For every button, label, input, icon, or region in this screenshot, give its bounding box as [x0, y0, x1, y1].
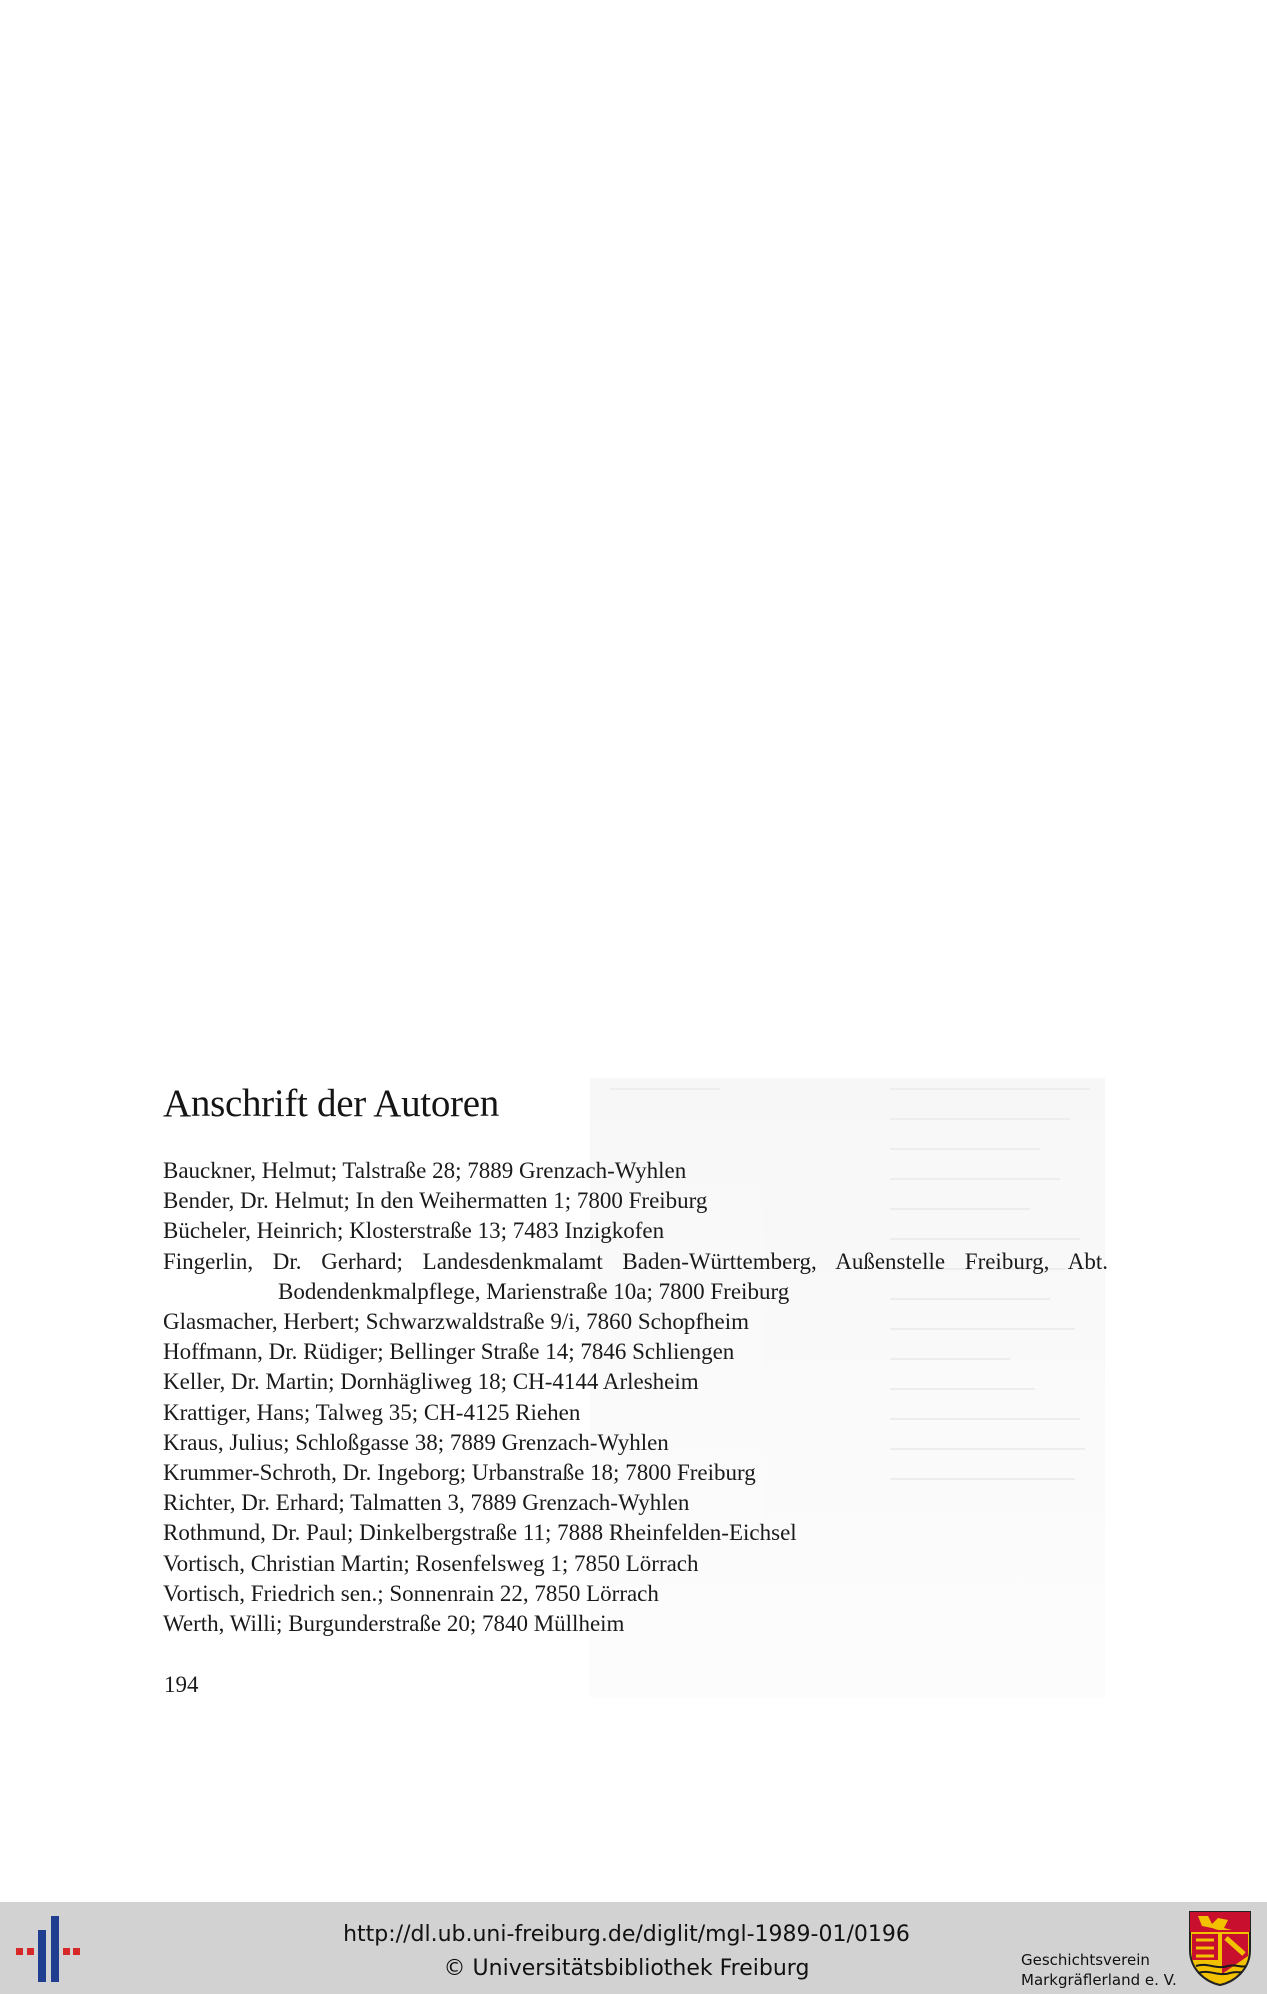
list-item: Bauckner, Helmut; Talstraße 28; 7889 Grenzach-Wyhlen [163, 1158, 687, 1183]
coat-of-arms-icon[interactable] [1188, 1910, 1252, 1986]
list-item: Krummer-Schroth, Dr. Ingeborg; Urbanstraße 18; 7800 Freiburg [163, 1460, 756, 1486]
society-name-line: Geschichtsverein [1021, 1951, 1150, 1969]
list-item: Hoffmann, Dr. Rüdiger; Bellinger Straße 14; 7846 Schliengen [163, 1339, 735, 1365]
society-name-line: Markgräflerland e. V. [1021, 1971, 1177, 1989]
list-item: Glasmacher, Herbert; Schwarzwaldstraße 9/i, 7860 Schopfheim [163, 1309, 750, 1335]
document-url-link[interactable]: http://dl.ub.uni-freiburg.de/diglit/mgl-1989-01/0196 [343, 1922, 910, 1947]
list-item: Keller, Dr. Martin; Dornhägliweg 18; CH-4144 Arlesheim [163, 1369, 699, 1395]
list-item: Richter, Dr. Erhard; Talmatten 3, 7889 Grenzach-Wyhlen [163, 1490, 690, 1516]
list-item: Fingerlin, Dr. Gerhard; Landesdenkmalamt Baden-Württemberg, Außenstelle Freiburg, Abt. Bodendenkmalpflege, Marienstraße 10a; 7800 Freiburg [163, 1248, 1108, 1304]
list-item: Krattiger, Hans; Talweg 35; CH-4125 Riehen [163, 1399, 581, 1425]
page-number: 194 [164, 1672, 199, 1697]
list-item: Vortisch, Christian Martin; Rosenfelsweg 1; 7850 Lörrach [163, 1550, 699, 1576]
list-item: Bender, Dr. Helmut; In den Weihermatten 1; 7800 Freiburg [163, 1188, 708, 1214]
author-address-list [163, 1156, 1108, 1639]
list-item: Rothmund, Dr. Paul; Dinkelbergstraße 11; 7888 Rheinfelden-Eichsel [163, 1520, 797, 1546]
list-item: Werth, Willi; Burgunderstraße 20; 7840 Müllheim [163, 1611, 625, 1637]
list-item: Bücheler, Heinrich; Klosterstraße 13; 7483 Inzigkofen [163, 1218, 665, 1244]
copyright-notice: © Universitätsbibliothek Freiburg [443, 1956, 810, 1981]
society-name [1021, 1950, 1177, 1990]
list-item: Kraus, Julius; Schloßgasse 38; 7889 Grenzach-Wyhlen [163, 1429, 669, 1455]
viewer-footer-bar [0, 1902, 1267, 1994]
page-heading: Anschrift der Autoren [163, 1082, 499, 1125]
list-item: Vortisch, Friedrich sen.; Sonnenrain 22, 7850 Lörrach [163, 1580, 659, 1606]
